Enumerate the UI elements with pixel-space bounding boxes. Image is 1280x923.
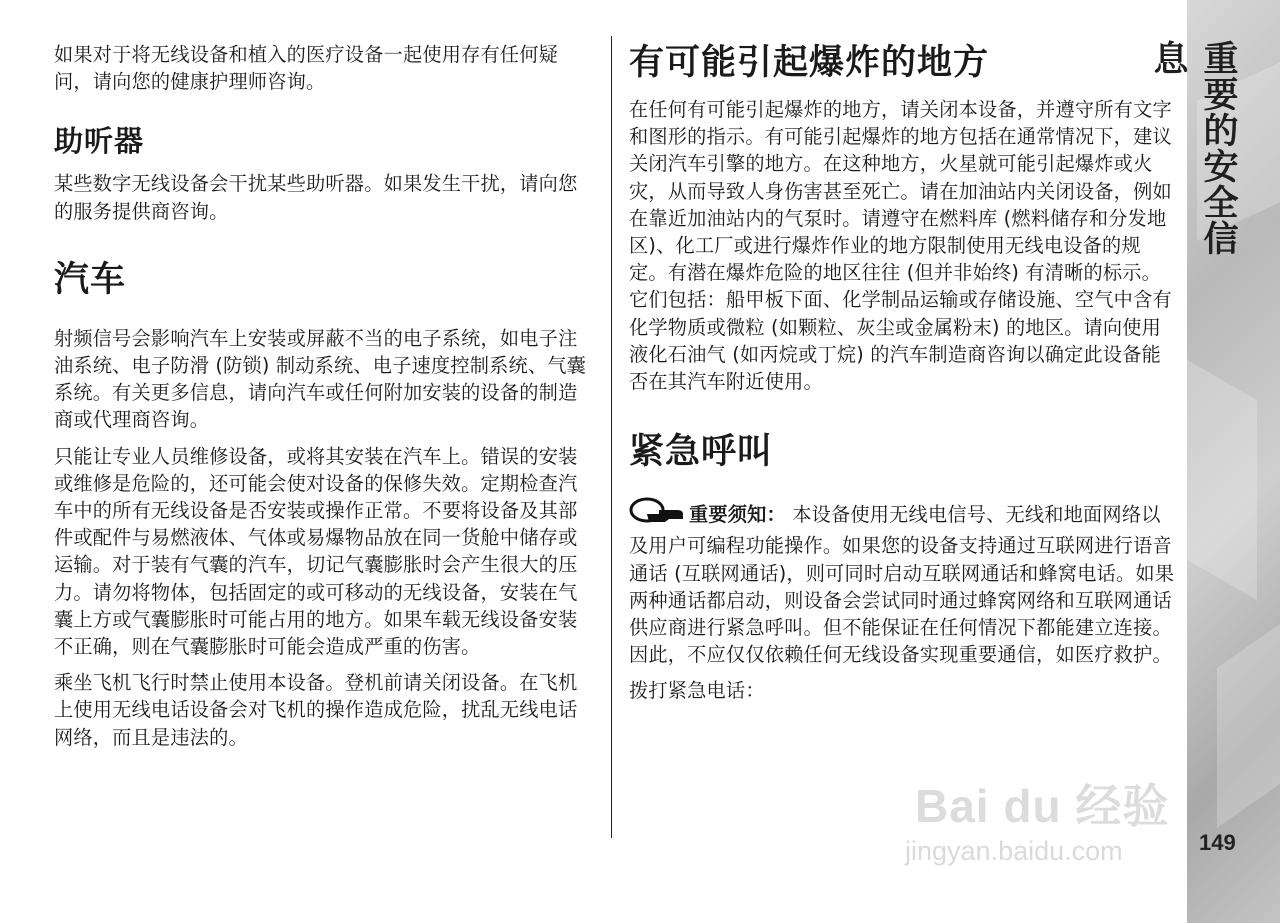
watermark-url: jingyan.baidu.com [905,836,1123,866]
right-column [629,0,1177,705]
section-side-title: 重要的安全信息 [1148,40,1238,256]
vehicles-paragraph-1: 射频信号会影响汽车上安装或屏蔽不当的电子系统，如电子注油系统、电子防滑 (防锁) 制动系统、电子速度控制系统、气囊系统。有关更多信息，请向汽车或任何附加安装的设备的制造商或代理商咨询。 [54,326,587,432]
vehicles-paragraph-2: 只能让专业人员维修设备，或将其安装在汽车上。错误的安装或维修是危险的，还可能会使对设备的保修失效。定期检查汽车中的所有无线设备是否安装或操作正常。不要将设备及其部件或配件与易燃液体、气体或易爆物品放在同一货舱中储存或运输。对于装有气囊的汽车，切记气囊膨胀时会产生很大的压力。请勿将物体，包括固定的或可移动的无线设备，安装在气囊上方或气囊膨胀时可能占用的地方。如果车载无线设备安装不正确，则在气囊膨胀时可能会造成严重的伤害。 [54,444,578,659]
page-number: 149 [1199,830,1236,855]
left-column [54,0,594,751]
notice-body: 本设备使用无线电信号、无线和地面网络以及用户可编程功能操作。如果您的设备支持通过互联网进行语音通话 (互联网通话)，则可同时启动互联网通话和蜂窝电话。如果两种通话都启动，则设备会尝试同时通过蜂窝网络和互联网通话供应商进行紧急呼叫。但不能保证在任何情况下都能建立连接。因此，不应仅仅依赖任何无线设备实现重要通信，如医疗救护。 [629,503,1175,667]
vehicles-heading: 汽车 [54,259,127,300]
explosive-paragraph: 在任何有可能引起爆炸的地方，请关闭本设备，并遵守所有文字和图形的指示。有可能引起爆炸的地方包括在通常情况下，建议关闭汽车引擎的地方。在这种地方，火星就可能引起爆炸或火灾，从而导致人身伤害甚至死亡。请在加油站内关闭设备，例如在靠近加油站内的气泵时。请遵守在燃料库 (燃料储存和分发地区)、化工厂或进行爆炸作业的地方限制使用无线电设备的规定。有潜在爆炸危险的地区往往 (但并非始终) 有清晰的标示。它们包括：船甲板下面、化学制品运输或存储设施、空气中含有化学物质或微粒 (如颗粒、灰尘或金属粉末) 的地区。请向使用液化石油气 (如丙烷或丁烷) 的汽车制造商咨询以确定此设备能否在其汽车附近使用。 [629,98,1172,394]
emergency-notice [629,497,1177,668]
notice-label: 重要须知： [689,503,786,527]
emergency-heading: 紧急呼叫 [629,432,774,473]
column-divider [611,36,612,838]
hearing-aid-paragraph: 某些数字无线设备会干扰某些助听器。如果发生干扰，请向您的服务提供商咨询。 [54,172,578,223]
hearing-aid-heading: 助听器 [54,124,145,159]
vehicles-paragraph-3: 乘坐飞机飞行时禁止使用本设备。登机前请关闭设备。在飞机上使用无线电话设备会对飞机的操作造成危险，扰乱无线电话网络，而且是违法的。 [54,671,578,749]
watermark-brand: Bai du 经验 [915,780,1170,832]
notice-hand-icon [629,497,685,532]
explosive-heading: 有可能引起爆炸的地方 [629,43,990,83]
dial-emergency-text: 拨打紧急电话： [629,679,765,703]
intro-paragraph: 如果对于将无线设备和植入的医疗设备一起使用存有任何疑问，请向您的健康护理师咨询。 [54,43,559,94]
